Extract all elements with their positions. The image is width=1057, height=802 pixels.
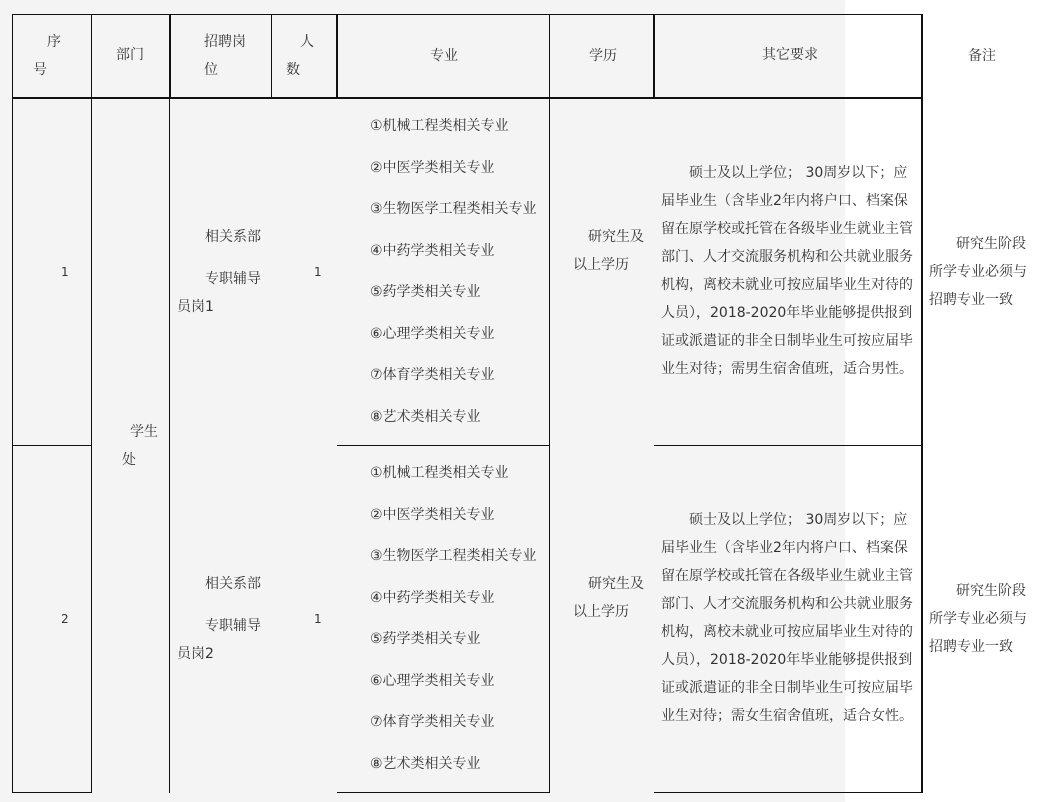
header-dept: 部门 <box>116 47 144 63</box>
header-bottom-border <box>12 97 922 99</box>
col-border-4 <box>336 14 338 98</box>
major-item: ①机械工程类相关专业 <box>370 465 509 481</box>
row-position-line2: 专职辅导 <box>205 618 261 634</box>
header-position-line2: 位 <box>204 62 218 78</box>
major-item: ③生物医学工程类相关专业 <box>370 201 537 217</box>
row-remarks-line1: 研究生阶段 <box>956 583 1026 599</box>
major-item: ⑦体育学类相关专业 <box>370 714 495 730</box>
major-item: ②中医学类相关专业 <box>370 159 495 176</box>
row-remarks-line2: 所学专业必须与 <box>929 264 1027 280</box>
row-position-line1: 相关系部 <box>205 576 261 592</box>
row-divider-other <box>654 445 922 446</box>
department-line2: 处 <box>122 452 136 468</box>
major-item: ⑥心理学类相关专业 <box>370 325 495 342</box>
major-item: ①机械工程类相关专业 <box>370 118 509 134</box>
col-border-7 <box>921 14 923 793</box>
row-remarks-line3: 招聘专业一致 <box>929 639 1013 655</box>
major-item: ⑤药学类相关专业 <box>370 284 481 300</box>
row-remarks-line1: 研究生阶段 <box>956 236 1026 252</box>
col-border-0 <box>12 14 13 793</box>
major-item: ⑧艺术类相关专业 <box>370 755 481 772</box>
row-remarks-line3: 招聘专业一致 <box>929 292 1013 308</box>
row-education-line1: 研究生及 <box>588 229 644 245</box>
row-remarks-line2: 所学专业必须与 <box>929 611 1027 627</box>
table-border-bottom-seq <box>12 792 92 793</box>
row-education-line2: 以上学历 <box>573 604 629 620</box>
header-seq-line2: 号 <box>33 62 47 78</box>
col-border-1 <box>91 14 92 793</box>
row-other-text: 硕士及以上学位； 30周岁以下；应届毕业生（含毕业2年内将户口、档案保留在原学校或托管在各级毕业生就业主管部门、人才交流服务机构和公共就业服务机构，离校未就业可按应届毕业生对待的人员），2018-2020年毕业能够提供报到证或派遣证的非全日制毕业生可按应届毕业生对待；需男生宿舍值班，适合男性。 <box>661 165 913 377</box>
header-count-line2: 数 <box>286 62 300 78</box>
major-item: ④中药学类相关专业 <box>370 589 495 606</box>
major-list <box>370 116 550 448</box>
row-other-requirements <box>661 506 916 730</box>
major-item: ⑤药学类相关专业 <box>370 631 481 647</box>
header-seq-line1: 序 <box>47 34 61 50</box>
row-other-text: 硕士及以上学位； 30周岁以下；应届毕业生（含毕业2年内将户口、档案保留在原学校或托管在各级毕业生就业主管部门、人才交流服务机构和公共就业服务机构，离校未就业可按应届毕业生对待的人员），2018-2020年毕业能够提供报到证或派遣证的非全日制毕业生可按应届毕业生对待；需女生宿舍值班，适合女性。 <box>661 512 913 724</box>
col-border-2 <box>169 14 171 98</box>
row-other-requirements <box>661 159 916 383</box>
row-position-line3: 员岗2 <box>177 646 214 662</box>
col-border-6 <box>653 14 655 98</box>
major-item: ⑧艺术类相关专业 <box>370 408 481 425</box>
row-education-line1: 研究生及 <box>588 576 644 592</box>
major-item: ④中药学类相关专业 <box>370 242 495 259</box>
row-count: 1 <box>314 265 322 279</box>
header-count-line1: 人 <box>300 34 314 50</box>
header-position-line1: 招聘岗 <box>204 34 246 50</box>
header-other: 其它要求 <box>762 47 818 63</box>
header-remarks: 备注 <box>968 48 996 64</box>
header-education: 学历 <box>589 48 617 64</box>
col-border-2-body <box>169 98 170 793</box>
table-border-top <box>12 14 922 15</box>
major-item: ③生物医学工程类相关专业 <box>370 548 537 564</box>
row-position-line1: 相关系部 <box>205 229 261 245</box>
row-divider-seq <box>12 445 92 446</box>
major-list <box>370 463 550 795</box>
col-border-3 <box>271 14 272 98</box>
major-item: ⑦体育学类相关专业 <box>370 367 495 383</box>
row-education-line2: 以上学历 <box>573 257 629 273</box>
row-seq: 1 <box>61 265 69 279</box>
header-major: 专业 <box>430 48 458 64</box>
major-item: ②中医学类相关专业 <box>370 506 495 523</box>
major-item: ⑥心理学类相关专业 <box>370 672 495 689</box>
department-line1: 学生 <box>130 424 158 440</box>
row-count: 1 <box>314 612 322 626</box>
row-position-line2: 专职辅导 <box>205 271 261 287</box>
table-border-bottom-other <box>654 792 922 793</box>
row-position-line3: 员岗1 <box>177 299 214 315</box>
row-seq: 2 <box>61 612 69 626</box>
